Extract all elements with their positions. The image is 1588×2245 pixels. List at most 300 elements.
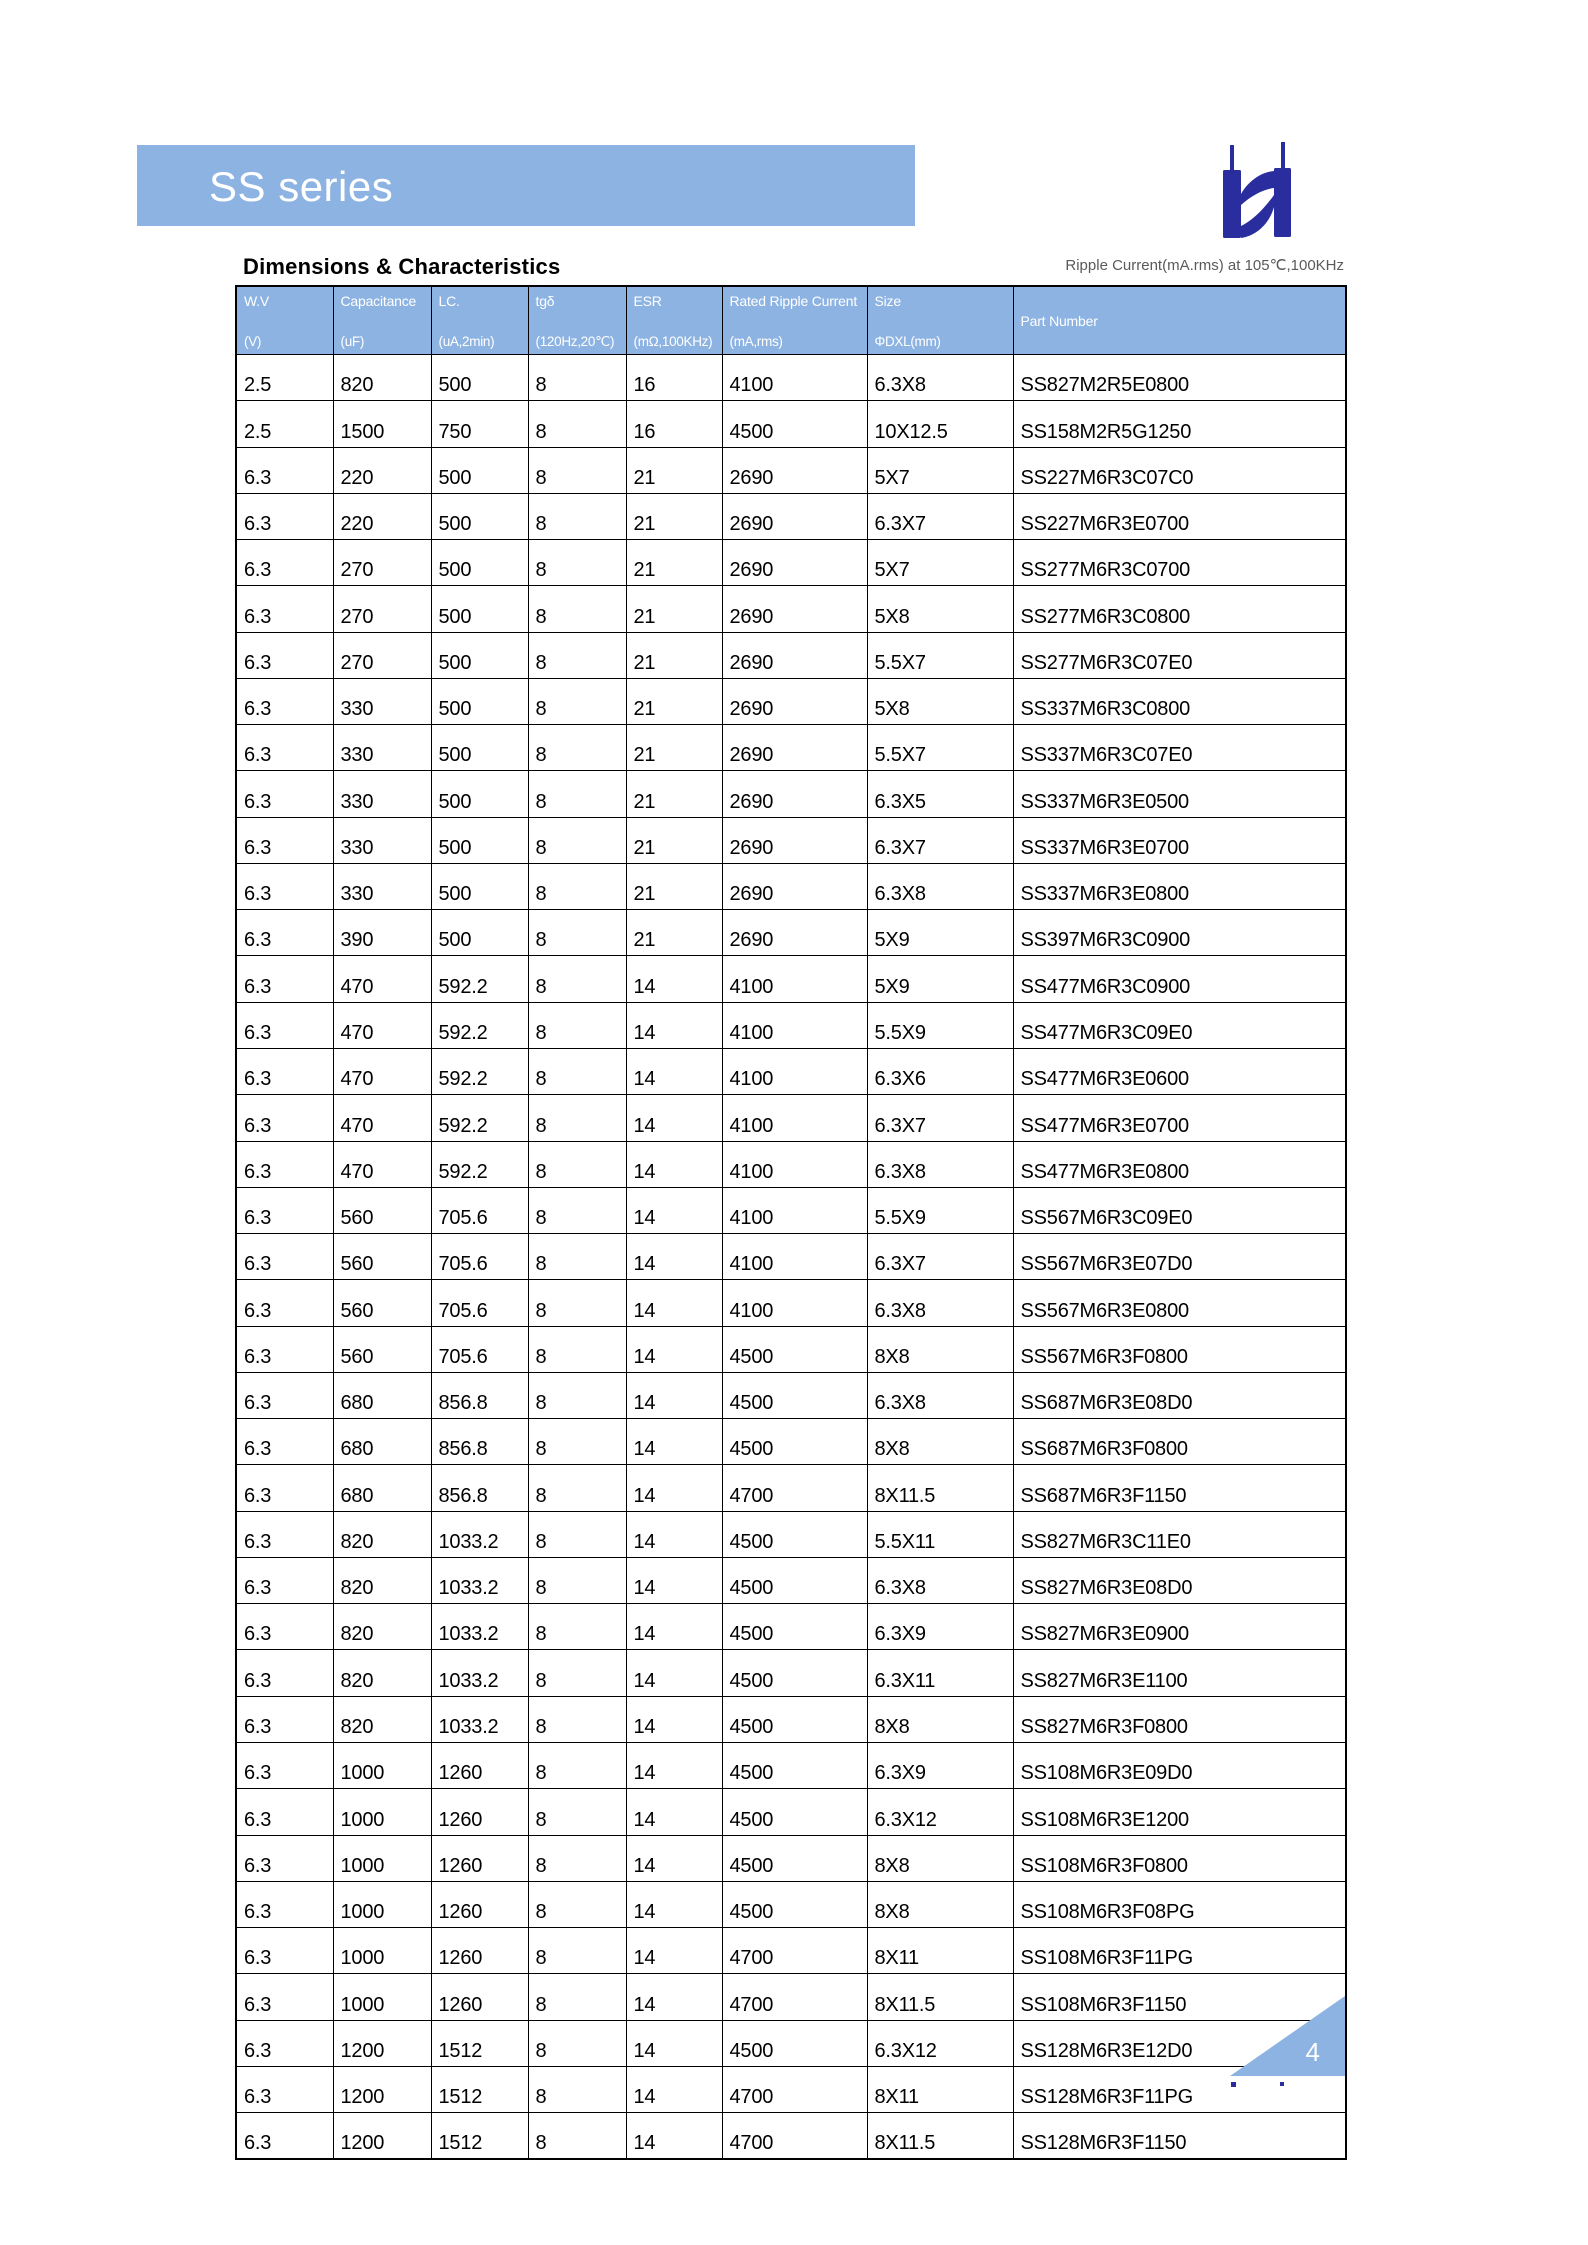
table-cell: 330 <box>333 725 431 771</box>
table-cell: 8 <box>528 1280 626 1326</box>
table-cell: 6.3X8 <box>867 1372 1013 1418</box>
table-cell: 2690 <box>722 632 867 678</box>
table-row <box>236 771 1346 817</box>
table-row <box>236 678 1346 724</box>
table-cell: 1033.2 <box>431 1604 528 1650</box>
table-cell: 705.6 <box>431 1326 528 1372</box>
table-cell: 8X8 <box>867 1326 1013 1372</box>
table-cell: 6.3 <box>236 1650 333 1696</box>
table-cell: 14 <box>626 1419 722 1465</box>
table-cell: 6.3 <box>236 1928 333 1974</box>
table-cell: 8 <box>528 1095 626 1141</box>
table-cell: 14 <box>626 2020 722 2066</box>
table-cell: 14 <box>626 1604 722 1650</box>
table-cell: SS337M6R3E0500 <box>1013 771 1346 817</box>
table-cell: 2690 <box>722 540 867 586</box>
table-cell: 8 <box>528 493 626 539</box>
column-header-capacitance: Capacitance (uF) <box>333 286 431 355</box>
table-cell: 8 <box>528 1881 626 1927</box>
table-row <box>236 1696 1346 1742</box>
table-cell: 4500 <box>722 1742 867 1788</box>
table-cell: 500 <box>431 493 528 539</box>
table-cell: 2690 <box>722 817 867 863</box>
table-cell: 2690 <box>722 493 867 539</box>
table-cell: 8 <box>528 1835 626 1881</box>
table-cell: 270 <box>333 632 431 678</box>
table-cell: SS128M6R3F1150 <box>1013 2113 1346 2160</box>
table-cell: 6.3 <box>236 586 333 632</box>
table-cell: 14 <box>626 2066 722 2112</box>
table-cell: 8 <box>528 1465 626 1511</box>
table-cell: 1000 <box>333 1928 431 1974</box>
table-cell: 592.2 <box>431 1095 528 1141</box>
table-cell: 820 <box>333 1604 431 1650</box>
table-row <box>236 1650 1346 1696</box>
table-cell: SS108M6R3F1150 <box>1013 1974 1346 2020</box>
table-row <box>236 1326 1346 1372</box>
table-cell: 14 <box>626 1048 722 1094</box>
table-cell: 8X11 <box>867 1928 1013 1974</box>
table-cell: 21 <box>626 725 722 771</box>
table-cell: 8 <box>528 1187 626 1233</box>
table-cell: 1512 <box>431 2113 528 2160</box>
table-cell: 390 <box>333 910 431 956</box>
table-cell: 4100 <box>722 1141 867 1187</box>
table-cell: 14 <box>626 2113 722 2160</box>
table-cell: 6.3X7 <box>867 1234 1013 1280</box>
table-cell: 4100 <box>722 1002 867 1048</box>
table-row <box>236 1095 1346 1141</box>
table-row <box>236 540 1346 586</box>
table-cell: 8 <box>528 1511 626 1557</box>
table-cell: 21 <box>626 863 722 909</box>
table-cell: 6.3 <box>236 1048 333 1094</box>
table-row <box>236 910 1346 956</box>
table-cell: 4500 <box>722 1604 867 1650</box>
table-row <box>236 1419 1346 1465</box>
table-cell: 6.3 <box>236 1187 333 1233</box>
table-cell: 8 <box>528 586 626 632</box>
table-cell: 820 <box>333 1696 431 1742</box>
table-cell: 2690 <box>722 863 867 909</box>
table-cell: 8 <box>528 1928 626 1974</box>
table-cell: 220 <box>333 447 431 493</box>
table-cell: 592.2 <box>431 956 528 1002</box>
table-cell: 8X8 <box>867 1419 1013 1465</box>
table-cell: 820 <box>333 1511 431 1557</box>
table-cell: 500 <box>431 678 528 724</box>
table-cell: 856.8 <box>431 1419 528 1465</box>
table-row <box>236 1742 1346 1788</box>
table-cell: 1000 <box>333 1974 431 2020</box>
table-cell: 6.3 <box>236 1604 333 1650</box>
table-cell: 1260 <box>431 1928 528 1974</box>
table-cell: 4500 <box>722 2020 867 2066</box>
table-cell: 14 <box>626 1742 722 1788</box>
table-cell: SS108M6R3F11PG <box>1013 1928 1346 1974</box>
table-cell: 8X11.5 <box>867 1465 1013 1511</box>
page-corner-triangle-icon <box>1228 1993 1348 2078</box>
column-header-w-v: W.V (V) <box>236 286 333 355</box>
table-cell: 14 <box>626 1326 722 1372</box>
table-row <box>236 1789 1346 1835</box>
table-cell: 4500 <box>722 1835 867 1881</box>
table-cell: 14 <box>626 1650 722 1696</box>
table-cell: 6.3 <box>236 1372 333 1418</box>
table-cell: 14 <box>626 1557 722 1603</box>
table-cell: 1000 <box>333 1835 431 1881</box>
table-cell: SS227M6R3E0700 <box>1013 493 1346 539</box>
table-cell: 21 <box>626 771 722 817</box>
table-row <box>236 1881 1346 1927</box>
table-cell: 470 <box>333 1095 431 1141</box>
table-cell: 6.3 <box>236 1095 333 1141</box>
table-cell: 470 <box>333 1002 431 1048</box>
table-cell: 6.3 <box>236 1234 333 1280</box>
table-cell: 6.3 <box>236 1881 333 1927</box>
table-cell: 820 <box>333 355 431 401</box>
table-cell: 4700 <box>722 1974 867 2020</box>
table-cell: 21 <box>626 910 722 956</box>
table-cell: 8 <box>528 771 626 817</box>
table-cell: 14 <box>626 1881 722 1927</box>
table-cell: 470 <box>333 956 431 1002</box>
table-cell: 8 <box>528 2066 626 2112</box>
table-cell: 1200 <box>333 2020 431 2066</box>
table-cell: 500 <box>431 447 528 493</box>
table-cell: 500 <box>431 817 528 863</box>
table-cell: 330 <box>333 678 431 724</box>
table-cell: SS337M6R3E0700 <box>1013 817 1346 863</box>
spec-table-header <box>236 286 1346 355</box>
table-cell: 4100 <box>722 1234 867 1280</box>
table-cell: 8 <box>528 355 626 401</box>
table-cell: SS567M6R3E0800 <box>1013 1280 1346 1326</box>
table-row <box>236 401 1346 447</box>
table-cell: 5.5X7 <box>867 632 1013 678</box>
table-cell: SS827M6R3E1100 <box>1013 1650 1346 1696</box>
table-cell: 5.5X7 <box>867 725 1013 771</box>
table-cell: SS108M6R3E09D0 <box>1013 1742 1346 1788</box>
table-cell: 1000 <box>333 1881 431 1927</box>
table-row <box>236 2113 1346 2160</box>
table-cell: 500 <box>431 355 528 401</box>
page-corner <box>1228 1993 1348 2078</box>
table-row <box>236 2020 1346 2066</box>
table-cell: 6.3 <box>236 1557 333 1603</box>
table-cell: 8 <box>528 1141 626 1187</box>
table-cell: 21 <box>626 817 722 863</box>
table-cell: 8 <box>528 447 626 493</box>
table-cell: SS277M6R3C0700 <box>1013 540 1346 586</box>
table-cell: 500 <box>431 632 528 678</box>
table-cell: 6.3 <box>236 863 333 909</box>
table-cell: 6.3X8 <box>867 1141 1013 1187</box>
table-cell: 6.3 <box>236 1742 333 1788</box>
table-cell: 6.3 <box>236 1326 333 1372</box>
table-cell: 680 <box>333 1465 431 1511</box>
table-cell: 4500 <box>722 1881 867 1927</box>
table-cell: SS337M6R3E0800 <box>1013 863 1346 909</box>
table-cell: 6.3 <box>236 1419 333 1465</box>
table-cell: 4500 <box>722 1696 867 1742</box>
table-cell: 1200 <box>333 2066 431 2112</box>
table-cell: 6.3X8 <box>867 863 1013 909</box>
table-cell: 8 <box>528 725 626 771</box>
table-cell: 8X11 <box>867 2066 1013 2112</box>
table-cell: 1260 <box>431 1742 528 1788</box>
page-number: 4 <box>1305 2037 1320 2067</box>
table-cell: 6.3 <box>236 817 333 863</box>
table-cell: 8 <box>528 1372 626 1418</box>
table-cell: 8X8 <box>867 1835 1013 1881</box>
table-cell: SS108M6R3F08PG <box>1013 1881 1346 1927</box>
table-cell: SS227M6R3C07C0 <box>1013 447 1346 493</box>
table-cell: 4500 <box>722 1419 867 1465</box>
table-row <box>236 1280 1346 1326</box>
table-cell: 5X9 <box>867 910 1013 956</box>
table-cell: SS128M6R3F11PG <box>1013 2066 1346 2112</box>
table-cell: 856.8 <box>431 1372 528 1418</box>
table-cell: 14 <box>626 1835 722 1881</box>
table-cell: SS567M6R3F0800 <box>1013 1326 1346 1372</box>
table-cell: SS128M6R3E12D0 <box>1013 2020 1346 2066</box>
table-row <box>236 1604 1346 1650</box>
table-cell: 16 <box>626 401 722 447</box>
table-cell: 6.3 <box>236 678 333 724</box>
table-cell: 750 <box>431 401 528 447</box>
table-cell: 4500 <box>722 1789 867 1835</box>
table-cell: 6.3X8 <box>867 355 1013 401</box>
table-cell: 1033.2 <box>431 1650 528 1696</box>
table-cell: 14 <box>626 1974 722 2020</box>
table-cell: 8 <box>528 632 626 678</box>
table-row <box>236 1048 1346 1094</box>
table-cell: 220 <box>333 493 431 539</box>
table-cell: SS337M6R3C0800 <box>1013 678 1346 724</box>
table-cell: 500 <box>431 910 528 956</box>
table-cell: 8 <box>528 1974 626 2020</box>
table-row <box>236 2066 1346 2112</box>
table-cell: 6.3 <box>236 956 333 1002</box>
table-cell: 560 <box>333 1187 431 1233</box>
table-cell: 21 <box>626 447 722 493</box>
table-cell: 14 <box>626 1372 722 1418</box>
table-cell: 1000 <box>333 1789 431 1835</box>
table-row <box>236 1141 1346 1187</box>
table-cell: 6.3X7 <box>867 1095 1013 1141</box>
table-cell: 680 <box>333 1372 431 1418</box>
table-cell: 21 <box>626 540 722 586</box>
table-cell: 8 <box>528 1234 626 1280</box>
table-cell: SS477M6R3E0800 <box>1013 1141 1346 1187</box>
table-cell: 270 <box>333 586 431 632</box>
table-cell: 4500 <box>722 401 867 447</box>
table-cell: 8 <box>528 1789 626 1835</box>
table-cell: 330 <box>333 771 431 817</box>
table-cell: 1512 <box>431 2020 528 2066</box>
table-cell: 5.5X9 <box>867 1187 1013 1233</box>
table-cell: 14 <box>626 1187 722 1233</box>
table-cell: 8 <box>528 540 626 586</box>
table-cell: 8 <box>528 1048 626 1094</box>
table-cell: 6.3X9 <box>867 1604 1013 1650</box>
table-cell: 14 <box>626 1095 722 1141</box>
table-cell: 6.3 <box>236 1835 333 1881</box>
table-cell: 4100 <box>722 1280 867 1326</box>
table-cell: 592.2 <box>431 1002 528 1048</box>
table-cell: 2690 <box>722 447 867 493</box>
table-cell: 8 <box>528 863 626 909</box>
table-cell: 8 <box>528 1742 626 1788</box>
table-cell: 8X8 <box>867 1881 1013 1927</box>
table-cell: 8X11.5 <box>867 2113 1013 2160</box>
footer-dot <box>1280 2082 1284 2086</box>
table-cell: 705.6 <box>431 1280 528 1326</box>
table-cell: SS277M6R3C0800 <box>1013 586 1346 632</box>
table-cell: SS397M6R3C0900 <box>1013 910 1346 956</box>
table-cell: 8 <box>528 678 626 724</box>
table-cell: 16 <box>626 355 722 401</box>
table-row <box>236 1835 1346 1881</box>
table-cell: 6.3 <box>236 1696 333 1742</box>
table-cell: 560 <box>333 1234 431 1280</box>
table-row <box>236 493 1346 539</box>
table-cell: 1512 <box>431 2066 528 2112</box>
table-row <box>236 1187 1346 1233</box>
table-cell: SS277M6R3C07E0 <box>1013 632 1346 678</box>
table-cell: 8 <box>528 1002 626 1048</box>
table-cell: 6.3 <box>236 2066 333 2112</box>
table-cell: 330 <box>333 817 431 863</box>
table-row <box>236 1234 1346 1280</box>
table-row <box>236 1002 1346 1048</box>
table-row <box>236 586 1346 632</box>
table-cell: 6.3 <box>236 2020 333 2066</box>
table-cell: 1260 <box>431 1835 528 1881</box>
table-cell: 6.3 <box>236 540 333 586</box>
table-cell: 4700 <box>722 2113 867 2160</box>
section-title: Dimensions & Characteristics <box>243 254 561 279</box>
table-cell: 5X8 <box>867 678 1013 724</box>
table-cell: 14 <box>626 1234 722 1280</box>
table-cell: 6.3 <box>236 1511 333 1557</box>
table-cell: 4500 <box>722 1372 867 1418</box>
table-cell: 4100 <box>722 355 867 401</box>
table-cell: 8 <box>528 1696 626 1742</box>
column-header-esr: ESR (mΩ,100KHz) <box>626 286 722 355</box>
table-cell: 4100 <box>722 1187 867 1233</box>
table-cell: 2690 <box>722 586 867 632</box>
table-cell: SS477M6R3E0700 <box>1013 1095 1346 1141</box>
table-row <box>236 817 1346 863</box>
table-cell: SS158M2R5G1250 <box>1013 401 1346 447</box>
table-cell: SS827M6R3E0900 <box>1013 1604 1346 1650</box>
table-cell: 6.3X8 <box>867 1557 1013 1603</box>
table-cell: 6.3X6 <box>867 1048 1013 1094</box>
table-cell: 8 <box>528 2113 626 2160</box>
brand-logo-icon <box>1222 142 1294 244</box>
table-cell: 470 <box>333 1048 431 1094</box>
table-cell: 560 <box>333 1280 431 1326</box>
table-cell: 8 <box>528 1419 626 1465</box>
table-cell: 6.3X12 <box>867 1789 1013 1835</box>
ripple-current-note: Ripple Current(mA.rms) at 105℃,100KHz <box>1065 257 1344 274</box>
table-cell: 8 <box>528 2020 626 2066</box>
table-cell: 330 <box>333 863 431 909</box>
table-cell: 705.6 <box>431 1187 528 1233</box>
table-cell: SS477M6R3C09E0 <box>1013 1002 1346 1048</box>
series-banner <box>137 145 915 226</box>
table-cell: 820 <box>333 1650 431 1696</box>
table-cell: 592.2 <box>431 1141 528 1187</box>
table-cell: 8 <box>528 1557 626 1603</box>
table-row <box>236 1372 1346 1418</box>
series-banner-title: SS series <box>209 163 394 210</box>
table-cell: 6.3 <box>236 725 333 771</box>
table-cell: 5X8 <box>867 586 1013 632</box>
table-row <box>236 632 1346 678</box>
table-cell: 14 <box>626 1280 722 1326</box>
table-cell: SS567M6R3E07D0 <box>1013 1234 1346 1280</box>
spec-table <box>235 285 1347 2160</box>
table-cell: 6.3X9 <box>867 1742 1013 1788</box>
table-cell: 2.5 <box>236 401 333 447</box>
table-cell: 21 <box>626 678 722 724</box>
table-cell: 1033.2 <box>431 1511 528 1557</box>
table-cell: 8 <box>528 1604 626 1650</box>
table-row <box>236 1974 1346 2020</box>
table-cell: 1033.2 <box>431 1696 528 1742</box>
table-cell: 500 <box>431 586 528 632</box>
table-cell: 1260 <box>431 1881 528 1927</box>
footer-dot <box>1231 2082 1236 2087</box>
table-cell: 14 <box>626 1141 722 1187</box>
table-cell: 1200 <box>333 2113 431 2160</box>
table-cell: 8X8 <box>867 1696 1013 1742</box>
table-cell: 8 <box>528 817 626 863</box>
table-row <box>236 1928 1346 1974</box>
table-cell: 1260 <box>431 1789 528 1835</box>
column-header-part-number: Part Number <box>1013 286 1346 355</box>
table-cell: 1000 <box>333 1742 431 1788</box>
table-cell: 6.3 <box>236 493 333 539</box>
table-cell: 5X7 <box>867 540 1013 586</box>
table-cell: 6.3 <box>236 1002 333 1048</box>
table-cell: 8 <box>528 910 626 956</box>
table-cell: 21 <box>626 632 722 678</box>
table-cell: 6.3 <box>236 1141 333 1187</box>
table-cell: SS108M6R3E1200 <box>1013 1789 1346 1835</box>
header-row <box>236 286 1346 355</box>
table-cell: 14 <box>626 1696 722 1742</box>
table-cell: 6.3X7 <box>867 493 1013 539</box>
table-cell: 500 <box>431 863 528 909</box>
table-cell: SS827M2R5E0800 <box>1013 355 1346 401</box>
table-cell: SS687M6R3F0800 <box>1013 1419 1346 1465</box>
table-cell: 5.5X11 <box>867 1511 1013 1557</box>
table-cell: 8 <box>528 1650 626 1696</box>
table-cell: 856.8 <box>431 1465 528 1511</box>
table-cell: 680 <box>333 1419 431 1465</box>
table-row <box>236 725 1346 771</box>
table-cell: 4500 <box>722 1650 867 1696</box>
table-row <box>236 1511 1346 1557</box>
table-cell: 14 <box>626 1789 722 1835</box>
table-cell: 500 <box>431 771 528 817</box>
table-row <box>236 1557 1346 1603</box>
column-header-lc: LC. (uA,2min) <box>431 286 528 355</box>
